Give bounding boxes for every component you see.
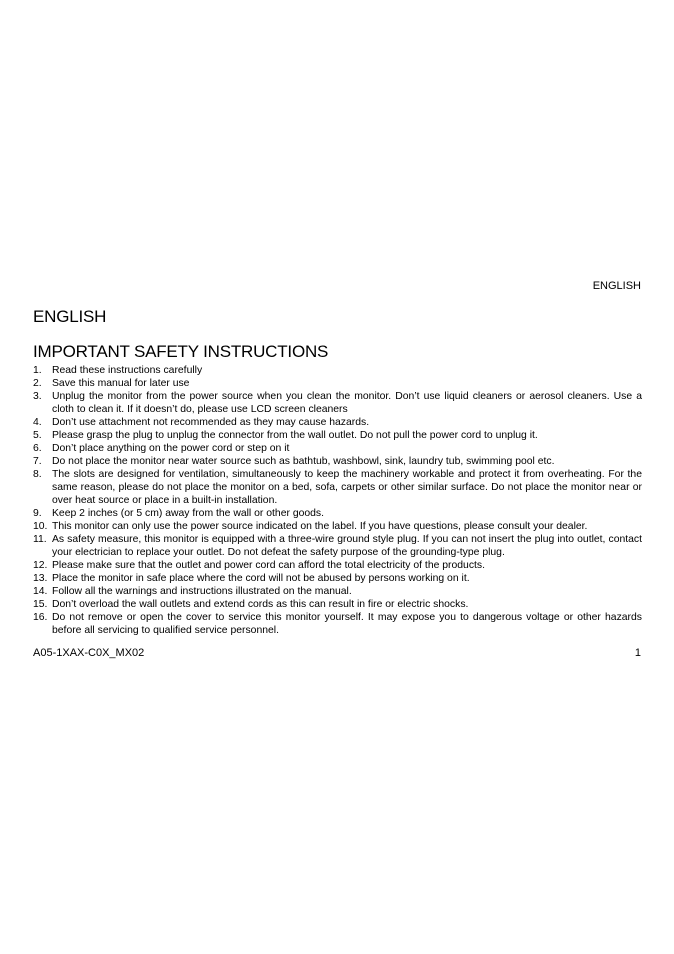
instruction-text: Save this manual for later use — [52, 378, 190, 389]
instruction-text: As safety measure, this monitor is equipped with a three-wire ground style plug. If you can not insert the plug into outlet, contact your electrician to replace your outlet. Do not defeat the safety purpose of the grounding-type plug. — [52, 534, 642, 558]
instruction-number: 14. — [33, 586, 48, 597]
instruction-item — [33, 364, 642, 377]
instruction-number: 13. — [33, 573, 48, 584]
instruction-text: Don’t place anything on the power cord or step on it — [52, 443, 290, 454]
instruction-item — [33, 585, 642, 598]
instruction-number: 9. — [33, 508, 42, 519]
instruction-text: Follow all the warnings and instructions illustrated on the manual. — [52, 586, 352, 597]
instruction-item — [33, 390, 642, 416]
instruction-text: Keep 2 inches (or 5 cm) away from the wall or other goods. — [52, 508, 325, 519]
instruction-text: Please make sure that the outlet and power cord can afford the total electricity of the products. — [52, 560, 485, 571]
instruction-item — [33, 611, 642, 637]
instruction-number: 16. — [33, 612, 48, 623]
section-heading: IMPORTANT SAFETY INSTRUCTIONS — [33, 342, 329, 361]
footer-document-code: A05-1XAX-C0X_MX02 — [33, 647, 145, 659]
instruction-item — [33, 533, 642, 559]
instructions-list — [33, 364, 642, 637]
instruction-number: 8. — [33, 469, 42, 480]
instruction-number: 2. — [33, 378, 42, 389]
instruction-number: 7. — [33, 456, 42, 467]
instruction-text: The slots are designed for ventilation, simultaneously to keep the machinery workable and protect it from overheating. For the same reason, please do not place the monitor on a bed, sofa, carpets or other similar surface. Do not place the monitor near or over heat source or place in a built-in installation. — [52, 469, 642, 506]
instruction-text: Unplug the monitor from the power source when you clean the monitor. Don’t use liquid cleaners or aerosol cleaners. Use a cloth to clean it. If it doesn’t do, please use LCD screen cleaners — [52, 391, 642, 415]
instruction-item — [33, 598, 642, 611]
instruction-number: 6. — [33, 443, 42, 454]
instruction-number: 5. — [33, 430, 42, 441]
instruction-number: 15. — [33, 599, 48, 610]
instruction-number: 1. — [33, 365, 42, 376]
instruction-item — [33, 377, 642, 390]
instruction-item — [33, 416, 642, 429]
instruction-item — [33, 455, 642, 468]
instruction-text: Read these instructions carefully — [52, 365, 203, 376]
instruction-text: Do not place the monitor near water source such as bathtub, washbowl, sink, laundry tub, swimming pool etc. — [52, 456, 555, 467]
instruction-number: 3. — [33, 391, 42, 402]
instruction-number: 11. — [33, 534, 47, 545]
instruction-number: 12. — [33, 560, 48, 571]
instruction-text: Do not remove or open the cover to service this monitor yourself. It may expose you to dangerous voltage or other hazards before all servicing to qualified service personnel. — [52, 612, 642, 636]
instruction-item — [33, 442, 642, 455]
instruction-item — [33, 507, 642, 520]
instruction-text: This monitor can only use the power source indicated on the label. If you have questions, please consult your dealer. — [52, 521, 588, 532]
instruction-number: 10. — [33, 521, 48, 532]
instruction-item — [33, 468, 642, 507]
footer-page-number: 1 — [634, 647, 641, 659]
main-heading: ENGLISH — [33, 307, 107, 326]
header-language-label: ENGLISH — [592, 280, 641, 292]
instruction-item — [33, 520, 642, 533]
instruction-item — [33, 429, 642, 442]
instruction-text: Place the monitor in safe place where the cord will not be abused by persons working on it. — [52, 573, 470, 584]
instruction-item — [33, 559, 642, 572]
instruction-text: Don’t use attachment not recommended as they may cause hazards. — [52, 417, 370, 428]
instruction-text: Don’t overload the wall outlets and extend cords as this can result in fire or electric shocks. — [52, 599, 469, 610]
instruction-number: 4. — [33, 417, 42, 428]
instruction-item — [33, 572, 642, 585]
instruction-text: Please grasp the plug to unplug the connector from the wall outlet. Do not pull the power cord to unplug it. — [52, 430, 538, 441]
